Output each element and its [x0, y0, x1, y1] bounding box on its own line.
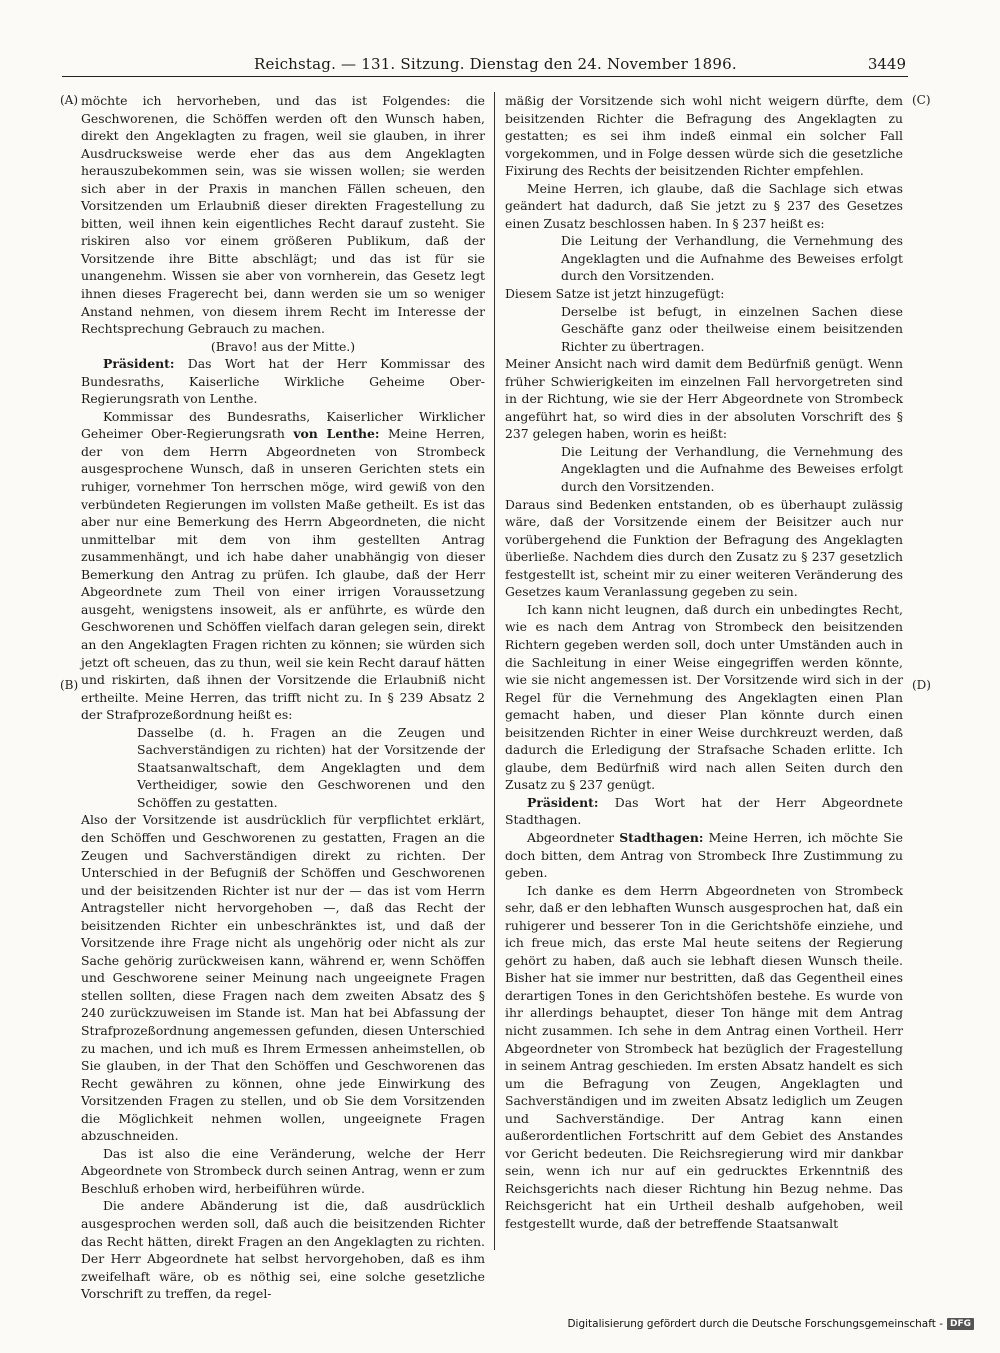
- paragraph-text: Das Wort hat der Herr Kommissar des Bundesraths, Kaiserliche Wirkliche Geheime Ober-Regierungsrath von Lenthe.: [81, 356, 485, 407]
- paragraph: [561, 303, 903, 356]
- paragraph: [137, 724, 485, 812]
- paragraph-text: Diesem Satze ist jetzt hinzugefügt:: [505, 286, 725, 302]
- paragraph: [505, 601, 903, 794]
- speaker-name: Präsident:: [527, 794, 599, 810]
- paragraph-text: Die Leitung der Verhandlung, die Vernehmung des Angeklagten und die Aufnahme des Beweises erfolgt durch den Vorsitzenden.: [561, 443, 903, 495]
- footer-text: Digitalisierung gefördert durch die Deutsche Forschungsgemeinschaft -: [567, 1318, 943, 1330]
- footer: [567, 1318, 974, 1330]
- column-divider: [494, 92, 495, 1250]
- paragraph: [561, 232, 903, 285]
- paragraph: [505, 882, 903, 1233]
- paragraph-text: Daraus sind Bedenken entstanden, ob es überhaupt zulässig wäre, daß der Vorsitzende einem der Beisitzer auch nur vorübergehend die Funktion der Befragung des Angeklagten überließe. Nachdem dies durch den Zusatz zu § 237 gesetzlich festgestellt ist, scheint mir zu einer weiteren Veränderung des Gesetzes kaum Veranlassung gegeben zu sein.: [505, 496, 903, 600]
- paragraph-text: möchte ich hervorheben, und das ist Folgendes: die Geschworenen, die Schöffen werden oft den Wunsch haben, direkt den Angeklagten zu fragen, weil sie glauben, in ihrer Ausdrucksweise werde eher das aus dem Angeklagten herauszubekommen sein, was sie wissen wollen; sie werden sich aber in der Praxis in manchen Fällen scheuen, den Vorsitzenden um Erlaubniß dieser direkten Fragestellung zu bitten, weil ihnen kein eigentliches Recht darauf zusteht. Sie riskiren also vor einem größeren Publikum, daß der Vorsitzende ihre Bitte abschlägt; und das ist für sie unangenehm. Wissen sie aber von vornherein, das Gesetz legt ihnen dieses Fragerecht bei, dann werden sie um so weniger Anstand nehmen, von diesem ihrem Recht im Interesse der Rechtsprechung Gebrauch zu machen.: [81, 93, 485, 337]
- right-column: [505, 92, 903, 1253]
- paragraph: [505, 285, 903, 303]
- paragraph-text: Meine Herren, der von dem Herrn Abgeordneten von Strombeck ausgesprochene Wunsch, daß in unseren Gerichten stets ein ruhiger, vornehmer Ton herrschen möge, wird gewiß von den verbündeten Regierungen im vollsten Maße getheilt. Es ist das aber nur eine Bemerkung des Herrn Abgeordneten, die nicht unmittelbar mit dem von ihm gestellten Antrag zusammenhängt, und ich habe daher unabhängig von dieser Bemerkung den Antrag zu prüfen. Ich glaube, daß der Herr Abgeordnete zum Theil von einer irrigen Voraussetzung ausgeht, wenigstens insoweit, als er anführte, es würde den Geschworenen und Schöffen vielfach daran gelegen sein, direkt an den Angeklagten Fragen richten zu können; sie würden sich jetzt oft scheuen, das zu thun, weil sie kein Recht darauf hätten und riskirten, daß ihnen der Vorsitzende die Erlaubniß nicht ertheilte. Meine Herren, das trifft nicht zu. In § 239 Absatz 2 der Strafprozeßordnung heißt es:: [81, 426, 485, 723]
- paragraph: [81, 355, 485, 408]
- paragraph-text: Abgeordneter: [527, 829, 620, 845]
- paragraph: [505, 92, 903, 180]
- paragraph-text: Meiner Ansicht nach wird damit dem Bedürfniß genügt. Wenn früher Schwierigkeiten im einzelnen Fall hervorgetreten sind in der Richtung, wie sie der Herr Abgeordnete von Strombeck angeführt hat, so wird dies in der absoluten Vorschrift des § 237 gelegen haben, worin es heißt:: [505, 356, 903, 442]
- paragraph-text: (Bravo! aus der Mitte.): [210, 338, 356, 354]
- paragraph-text: mäßig der Vorsitzende sich wohl nicht weigern dürfte, dem beisitzenden Richter die Befragung des Angeklagten zu gestatten; es sei ihm indeß einmal ein solcher Fall vorgekommen, und in Folge dessen würde sich die gesetzliche Fixirung des Rechts der beisitzenden Richter empfehlen.: [505, 93, 903, 179]
- paragraph: [505, 180, 903, 233]
- paragraph-text: Die andere Abänderung ist die, daß ausdrücklich ausgesprochen werden soll, daß auch die beisitzenden Richter das Recht hätten, direkt Fragen an den Angeklagten zu richten. Der Herr Abgeordnete hat selbst hervorgehoben, daß es ihm zweifelhaft wäre, ob es nöthig sei, eine solche gesetzliche Vorschrift zu treffen, da regel-: [81, 1198, 485, 1302]
- paragraph-text: Dasselbe (d. h. Fragen an die Zeugen und Sachverständigen zu richten) hat der Vorsitzende der Staatsanwaltschaft, dem Angeklagten und dem Vertheidiger, sowie den Geschworenen und den Schöffen zu gestatten.: [137, 724, 485, 810]
- paragraph-text: Ich kann nicht leugnen, daß durch ein unbedingtes Recht, wie es nach dem Antrag von Strombeck den beisitzenden Richtern gegeben werden soll, doch unter Umständen auch in die Sachleitung in einer Weise eingegriffen werden könnte, wie sie nicht angemessen ist. Der Vorsitzende wird sich in der Regel für die Vernehmung des Angeklagten einen Plan gemacht haben, und dieser Plan könnte durch einen beisitzenden Richter in einer Weise durchkreuzt werden, daß dadurch die Erledigung der Strafsache Schaden erlitte. Ich glaube, dem Bedürfniß wird nach allen Seiten durch den Zusatz zu § 237 genügt.: [505, 601, 903, 793]
- running-title: Reichstag. — 131. Sitzung. Dienstag den 24. November 1896.: [254, 55, 737, 73]
- paragraph: [81, 1197, 485, 1302]
- paragraph: [505, 496, 903, 601]
- page-number: 3449: [867, 55, 906, 73]
- paragraph-text: Kommissar des Bundesraths, Kaiserlicher Wirklicher Geheimer Ober-Regierungsrath: [81, 408, 485, 442]
- left-column: [81, 92, 485, 1302]
- paragraph: [81, 811, 485, 1144]
- speaker-name: Präsident:: [103, 356, 175, 372]
- paragraph: [81, 408, 485, 724]
- speaker-name: von Lenthe:: [293, 426, 380, 442]
- margin-marker-a: (A): [60, 93, 79, 107]
- margin-marker-d: (D): [912, 678, 931, 692]
- page-header: [62, 54, 908, 77]
- paragraph: [505, 794, 903, 829]
- speaker-name: Stadthagen:: [619, 829, 704, 845]
- paragraph-text: Derselbe ist befugt, in einzelnen Sachen diese Geschäfte ganz oder theilweise einem beisitzenden Richter zu übertragen.: [561, 303, 903, 354]
- paragraph-text: Ich danke es dem Herrn Abgeordneten von Strombeck sehr, daß er den lebhaften Wunsch ausgesprochen hat, daß ein ruhigerer und besserer Ton in die Gerichtshöfe einziehe, und ich freue mich, das erste Mal heute seitens der Regierung gehört zu haben, daß auch sie lebhaft diesen Wunsch theile. Bisher hat sie immer nur bestritten, daß das Gegentheil eines derartigen Tones in den Gerichtshöfen bestehe. Es wurde von ihr allerdings behauptet, dieser Ton hänge mit dem Antrag nicht zusammen. Ich sehe in dem Antrag einen Vortheil. Herr Abgeordneter von Strombeck hat bezüglich der Fragestellung in seinem Antrag geschieden. Im ersten Absatz handelt es sich um die Befragung von Zeugen, Angeklagten und Sachverständigen und im zweiten Absatz lediglich um Zeugen und Sachverständige. Der Antrag kann einen außerordentlichen Fortschritt auf dem Gebiet des Anstandes vor Gericht bedeuten. Die Reichsregierung wird mir dankbar sein, wenn ich nur auf ein gedrucktes Erkenntniß des Reichsgerichts nach dieser Richtung hin Bezug nehme. Das Reichsgericht hat ein Urtheil deshalb aufgehoben, weil festgestellt wurde, daß der betreffende Staatsanwalt: [505, 882, 903, 1231]
- paragraph: [505, 829, 903, 882]
- dfg-logo: DFG: [947, 1318, 974, 1330]
- paragraph: [505, 355, 903, 443]
- paragraph: [81, 1145, 485, 1198]
- paragraph: [561, 443, 903, 496]
- paragraph-text: Also der Vorsitzende ist ausdrücklich für verpflichtet erklärt, den Schöffen und Geschworenen zu gestatten, Fragen an die Zeugen und Sachverständigen direkt zu richten. Der Unterschied in der Befugniß der Schöffen und Geschworenen und der beisitzenden Richter ist nur der — das ist vom Herrn Antragsteller nicht hervorgehoben —, daß das Recht der beisitzenden Richter ein unbeschränktes ist, und daß der Vorsitzende ihre Frage nicht als ungehörig oder nicht als zur Sache gehörig zurückweisen kann, während er, wenn Schöffen und Geschworene seiner Meinung nach ungeeignete Fragen stellen sollten, diese Fragen nach dem zweiten Absatz des § 240 zurückzuweisen im Stande ist. Man hat bei Abfassung der Strafprozeßordnung angemessen gefunden, diesen Unterschied zu machen, und ich muß es Ihrem Ermessen anheimstellen, ob Sie glauben, in der That den Schöffen und Geschworenen das Recht gewähren zu können, ohne jede Einwirkung des Vorsitzenden Fragen zu stellen, und ob Sie dem Vorsitzenden die Möglichkeit nehmen wollen, ungeeignete Fragen abzuschneiden.: [81, 812, 485, 1144]
- paragraph-text: Meine Herren, ich möchte Sie doch bitten, dem Antrag von Strombeck Ihre Zustimmung zu geben.: [505, 829, 903, 881]
- paragraph-text: Das ist also die eine Veränderung, welche der Herr Abgeordnete von Strombeck durch seinen Antrag, wenn er zum Beschluß erhoben wird, herbeiführen würde.: [81, 1145, 485, 1196]
- margin-marker-b: (B): [60, 678, 79, 692]
- paragraph-text: Das Wort hat der Herr Abgeordnete Stadthagen.: [505, 794, 903, 828]
- paragraph: [81, 92, 485, 338]
- paragraph-text: Die Leitung der Verhandlung, die Vernehmung des Angeklagten und die Aufnahme des Beweises erfolgt durch den Vorsitzenden.: [561, 233, 903, 284]
- paragraph-text: Meine Herren, ich glaube, daß die Sachlage sich etwas geändert hat dadurch, daß Sie jetzt zu § 237 des Gesetzes einen Zusatz beschlossen haben. In § 237 heißt es:: [505, 180, 903, 231]
- margin-marker-c: (C): [912, 93, 931, 107]
- paragraph: [81, 338, 485, 356]
